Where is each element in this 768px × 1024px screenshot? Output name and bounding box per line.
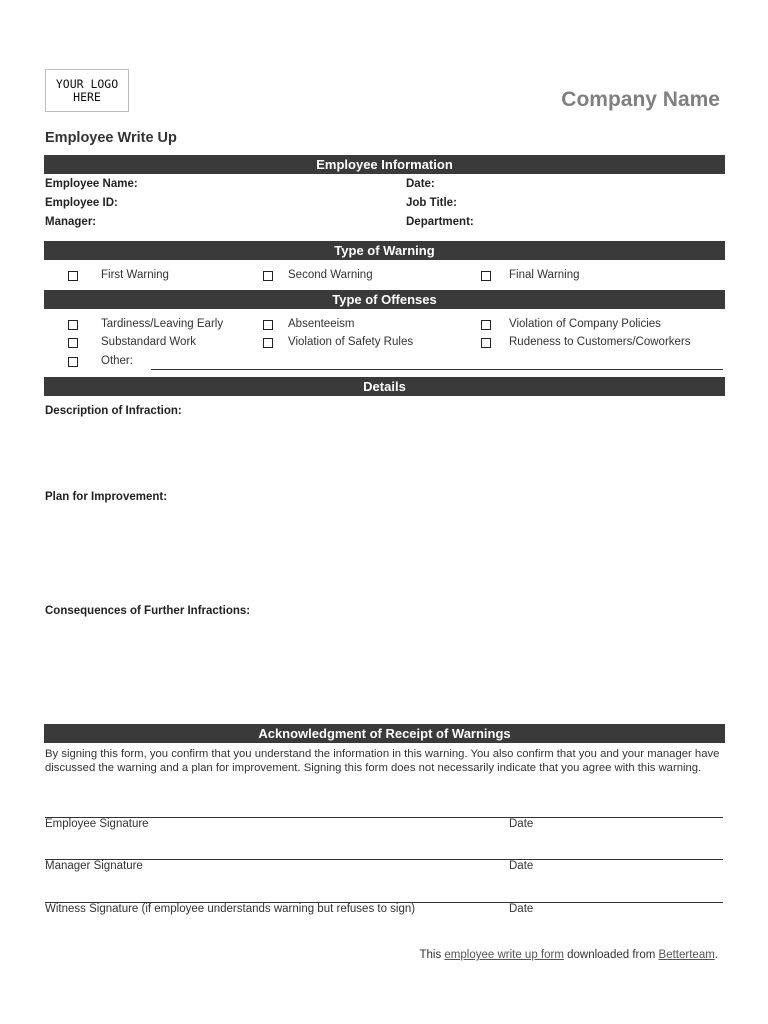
department-label: Department: (406, 216, 474, 228)
employee-signature-label: Employee Signature (45, 818, 149, 830)
safety-rules-label: Violation of Safety Rules (288, 336, 414, 348)
employee-info-heading: Employee Information (44, 155, 725, 174)
footer-attribution (419, 949, 718, 961)
manager-signature-line[interactable] (45, 859, 723, 860)
description-label: Description of Infraction: (45, 405, 182, 417)
consequences-label: Consequences of Further Infractions: (45, 605, 251, 617)
acknowledgment-body: By signing this form, you confirm that you understand the information in this warning. You also confirm that you and your manager have discussed the warning and a plan for improvement. Signing this form does not necessarily indicate that you agree with this warning. (45, 748, 720, 774)
first-warning-label: First Warning (101, 269, 169, 281)
final-warning-label: Final Warning (509, 269, 580, 281)
second-warning-checkbox[interactable] (263, 271, 273, 281)
form-title: Employee Write Up (45, 130, 177, 146)
company-name: Company Name (561, 88, 720, 111)
rudeness-checkbox[interactable] (481, 338, 491, 348)
date-label: Date: (406, 178, 435, 190)
first-warning-checkbox[interactable] (68, 271, 78, 281)
logo-placeholder (45, 69, 129, 112)
employee-id-label: Employee ID: (45, 197, 118, 209)
witness-signature-label: Witness Signature (if employee understands warning but refuses to sign) (45, 903, 416, 915)
plan-label: Plan for Improvement: (45, 491, 168, 503)
other-text-line[interactable] (151, 369, 723, 370)
substandard-work-checkbox[interactable] (68, 338, 78, 348)
warning-type-heading: Type of Warning (44, 241, 725, 260)
job-title-label: Job Title: (406, 197, 457, 209)
absenteeism-checkbox[interactable] (263, 320, 273, 330)
footer-suffix: . (714, 949, 718, 961)
other-label: Other: (101, 355, 133, 367)
details-heading: Details (44, 377, 725, 396)
manager-label: Manager: (45, 216, 97, 228)
final-warning-checkbox[interactable] (481, 271, 491, 281)
other-checkbox[interactable] (68, 357, 78, 367)
company-policies-checkbox[interactable] (481, 320, 491, 330)
employee-date-label: Date (509, 818, 534, 830)
rudeness-label: Rudeness to Customers/Coworkers (509, 336, 691, 348)
second-warning-label: Second Warning (288, 269, 373, 281)
acknowledgment-heading: Acknowledgment of Receipt of Warnings (44, 724, 725, 743)
employee-write-up-form-link[interactable]: employee write up form (444, 949, 564, 961)
betterteam-link[interactable]: Betterteam (658, 949, 715, 961)
witness-date-label: Date (509, 903, 534, 915)
footer-prefix: This (419, 949, 445, 961)
substandard-work-label: Substandard Work (101, 336, 197, 348)
offenses-heading: Type of Offenses (44, 290, 725, 309)
logo-text-line2: HERE (73, 89, 101, 104)
manager-signature-label: Manager Signature (45, 860, 143, 872)
footer-middle: downloaded from (563, 949, 659, 961)
tardiness-label: Tardiness/Leaving Early (101, 318, 224, 330)
employee-name-label: Employee Name: (45, 178, 138, 190)
tardiness-checkbox[interactable] (68, 320, 78, 330)
company-policies-label: Violation of Company Policies (509, 318, 661, 330)
safety-rules-checkbox[interactable] (263, 338, 273, 348)
absenteeism-label: Absenteeism (288, 318, 355, 330)
logo-text-line1: YOUR LOGO (55, 76, 119, 91)
manager-date-label: Date (509, 860, 534, 872)
